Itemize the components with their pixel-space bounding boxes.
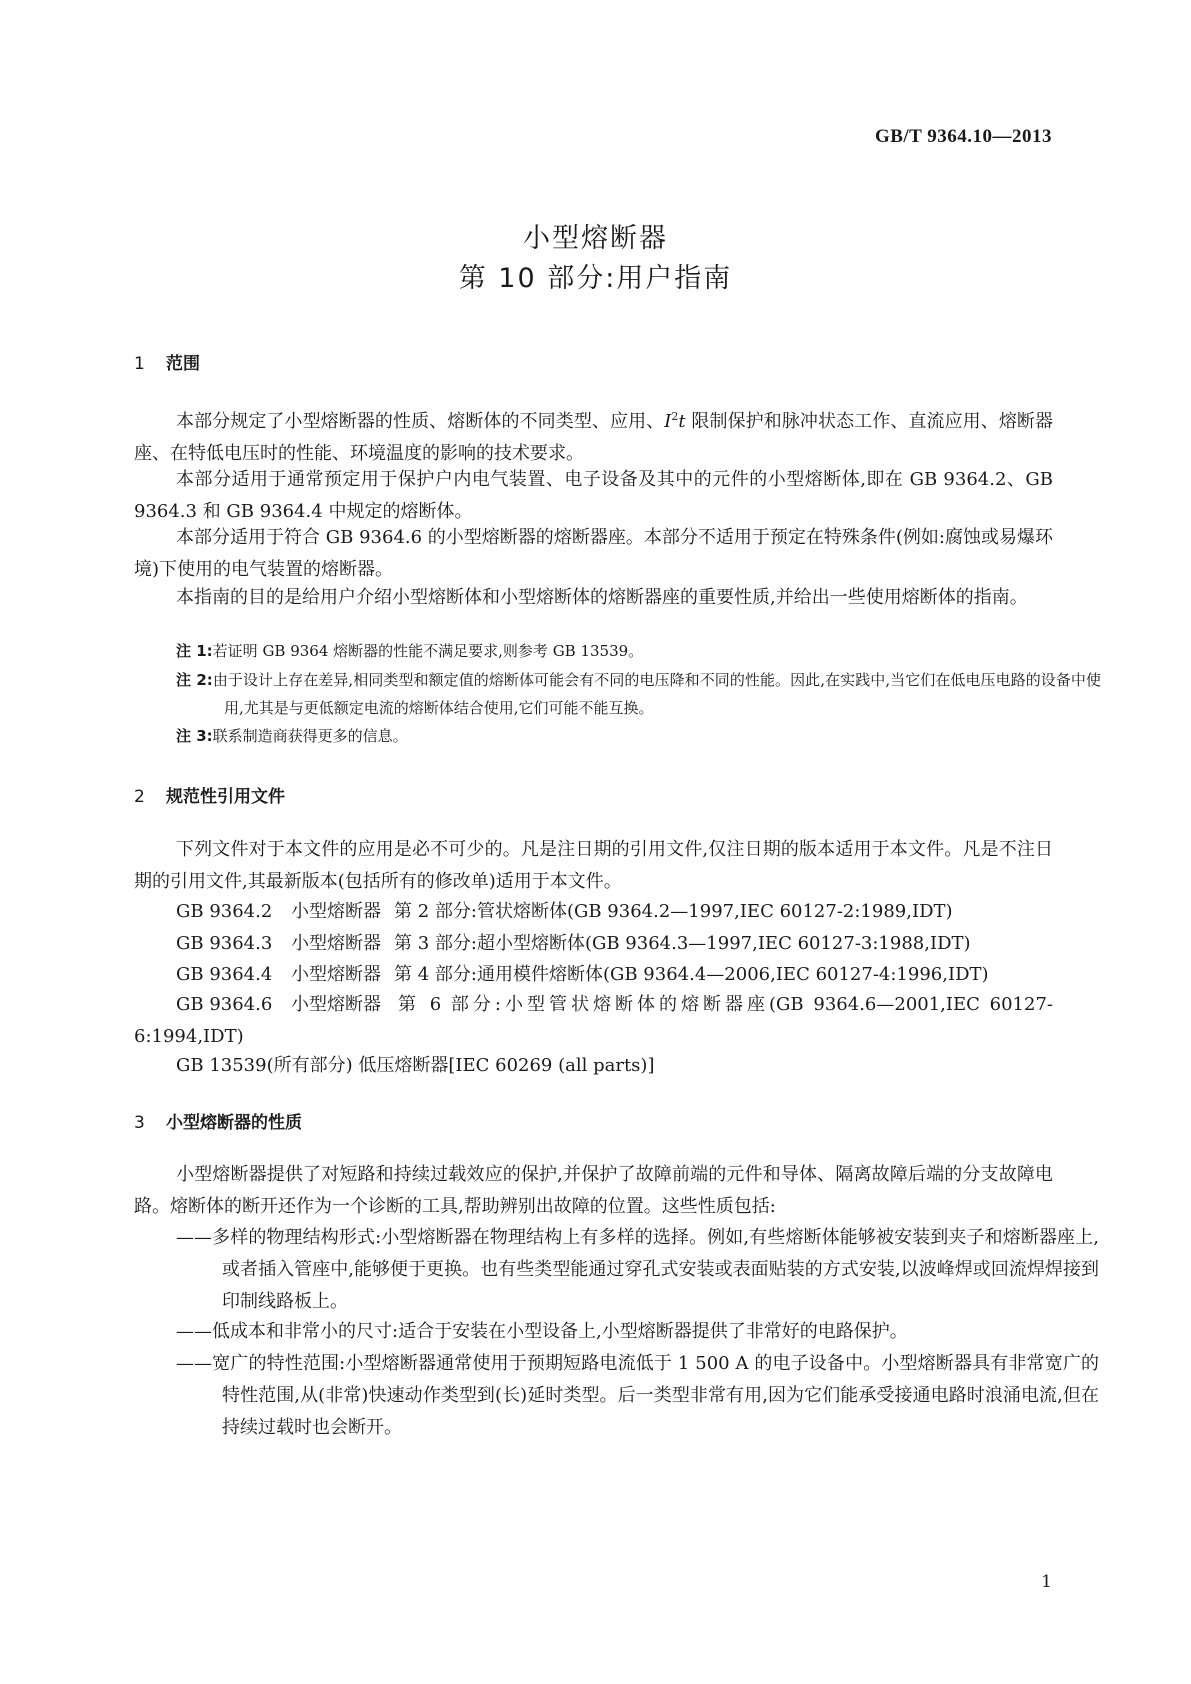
section-1-heading <box>134 349 200 374</box>
note-3 <box>176 722 1101 750</box>
reference-item <box>176 896 953 928</box>
section-number: 3 <box>134 1113 145 1133</box>
reference-code: GB 9364.3 <box>176 933 273 954</box>
reference-desc: 第 4 部分:通用模件熔断体(GB 9364.4—2006,IEC 60127-4:1996,IDT) <box>394 964 989 985</box>
formula-exponent: 2 <box>671 410 679 423</box>
section-1-paragraph-2: 本部分适用于通常预定用于保护户内电气装置、电子设备及其中的元件的小型熔断体,即在 GB 9364.2、GB 9364.3 和 GB 9364.4 中规定的熔断体。 <box>134 469 1053 522</box>
note-tag: 注 1: <box>176 642 213 660</box>
section-3-heading <box>134 1108 302 1133</box>
title-line-2: 第 10 部分:用户指南 <box>458 263 733 294</box>
reference-code: GB 9364.6 <box>176 994 273 1015</box>
reference-desc: 第 3 部分:超小型熔断体(GB 9364.3—1997,IEC 60127-3:1988,IDT) <box>394 933 971 954</box>
reference-item <box>176 959 989 991</box>
section-2-heading <box>134 782 285 807</box>
note-text: 若证明 GB 9364 熔断器的性能不满足要求,则参考 GB 13539。 <box>212 642 644 660</box>
reference-item <box>134 989 1053 1053</box>
section-title: 小型熔断器的性质 <box>166 1113 302 1133</box>
reference-name: 小型熔断器 <box>291 933 381 954</box>
page-number: 1 <box>1041 1572 1052 1592</box>
section-title: 规范性引用文件 <box>166 787 285 807</box>
reference-name: 小型熔断器 <box>291 901 381 922</box>
note-tag: 注 3: <box>176 727 213 745</box>
section-1-paragraph-4: 本指南的目的是给用户介绍小型熔断体和小型熔断体的熔断器座的重要性质,并给出一些使用熔断体的指南。 <box>176 587 1028 608</box>
list-item: ——多样的物理结构形式:小型熔断器在物理结构上有多样的选择。例如,有些熔断体能够被安装到夹子和熔断器座上,或者插入管座中,能够便于更换。也有些类型能通过穿孔式安装或表面贴装的方式安装,以波峰焊或回流焊焊接到印制线路板上。 <box>176 1227 1099 1312</box>
note-tag: 注 2: <box>176 671 213 689</box>
text-run: 本部分规定了小型熔断器的性质、熔断体的不同类型、应用、 <box>176 411 665 432</box>
reference-code: GB 9364.2 <box>176 901 273 922</box>
section-number: 1 <box>134 354 145 374</box>
list-item: ——低成本和非常小的尺寸:适合于安装在小型设备上,小型熔断器提供了非常好的电路保护。 <box>176 1321 908 1342</box>
reference-name: 小型熔断器 <box>291 994 381 1015</box>
section-1-paragraph-1 <box>134 401 1053 470</box>
text-run: 限制保护和脉冲状态工作、直流应用、熔断器座、在特低电压时的性能、环境温度的影响的技术要求。 <box>134 411 1053 464</box>
reference-code: GB 9364.4 <box>176 964 273 985</box>
section-number: 2 <box>134 787 145 807</box>
reference-desc: 第 6 部分:小型管状熔断体的熔断器座(GB 9364.6—2001,IEC 60127-6:1994,IDT) <box>134 994 1053 1047</box>
reference-name: 小型熔断器 <box>291 964 381 985</box>
formula-i: I <box>664 411 672 432</box>
note-2 <box>176 666 1101 722</box>
standard-code: GB/T 9364.10—2013 <box>874 126 1052 147</box>
reference-desc: 第 2 部分:管状熔断体(GB 9364.2—1997,IEC 60127-2:1989,IDT) <box>394 901 953 922</box>
section-title: 范围 <box>166 354 200 374</box>
note-1 <box>176 637 1101 665</box>
reference-item: GB 13539(所有部分) 低压熔断器[IEC 60269 (all parts)] <box>176 1055 655 1076</box>
note-text: 联系制造商获得更多的信息。 <box>212 727 408 745</box>
section-3-paragraph-1: 小型熔断器提供了对短路和持续过载效应的保护,并保护了故障前端的元件和导体、隔离故障后端的分支故障电路。熔断体的断开还作为一个诊断的工具,帮助辨别出故障的位置。这些性质包括: <box>134 1164 1053 1217</box>
list-item: ——宽广的特性范围:小型熔断器通常使用于预期短路电流低于 1 500 A 的电子设备中。小型熔断器具有非常宽广的特性范围,从(非常)快速动作类型到(长)延时类型。后一类型非常有用,因为它们能承受接通电路时浪涌电流,但在持续过载时也会断开。 <box>176 1353 1099 1438</box>
reference-item <box>176 928 971 960</box>
title-line-1: 小型熔断器 <box>523 223 668 254</box>
section-1-paragraph-3: 本部分适用于符合 GB 9364.6 的小型熔断器的熔断器座。本部分不适用于预定在特殊条件(例如:腐蚀或易爆环境)下使用的电气装置的熔断器。 <box>134 527 1053 580</box>
formula-t: t <box>678 411 686 432</box>
note-text: 由于设计上存在差异,相同类型和额定值的熔断体可能会有不同的电压降和不同的性能。因此,在实践中,当它们在低电压电路的设备中使用,尤其是与更低额定电流的熔断体结合使用,它们可能不能互换。 <box>212 671 1101 717</box>
section-2-paragraph-1: 下列文件对于本文件的应用是必不可少的。凡是注日期的引用文件,仅注日期的版本适用于本文件。凡是不注日期的引用文件,其最新版本(包括所有的修改单)适用于本文件。 <box>134 839 1053 892</box>
